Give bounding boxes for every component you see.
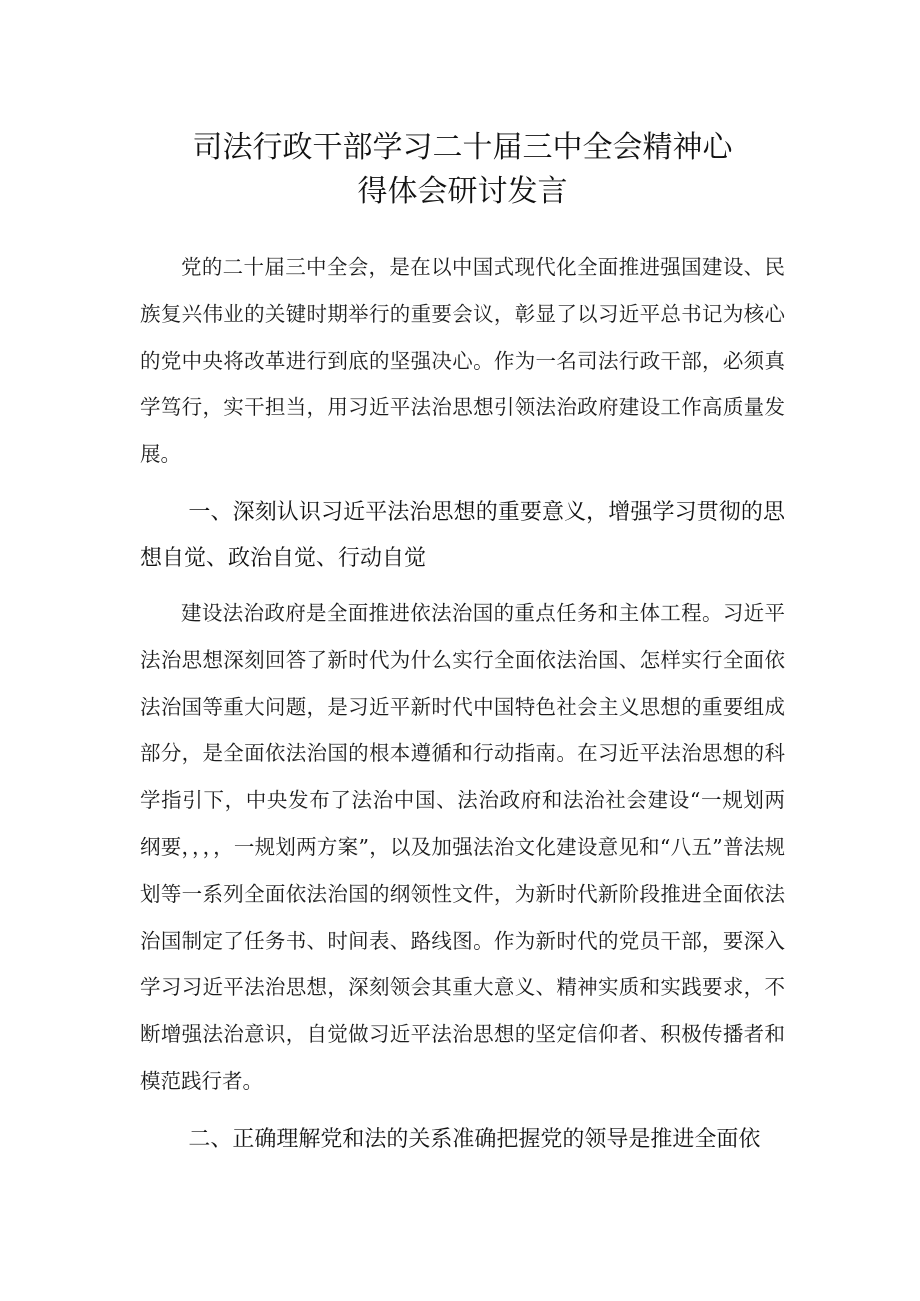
title-line-1: 司法行政干部学习二十届三中全会精神心 [192,130,733,165]
document-page [140,126,785,1163]
title-line-2: 得体会研讨发言 [357,174,568,209]
section-1-paragraph: 建设法治政府是全面推进依法治国的重点任务和主体工程。习近平法治思想深刻回答了新时代为什么实行全面依法治国、怎样实行全面依法治国等重大问题，是习近平新时代中国特色社会主义思想的重要组成部分，是全面依法治国的根本遵循和行动指南。在习近平法治思想的科学指引下，中央发布了法治中国、法治政府和法治社会建设“一规划两纲要，，，，一规划两方案”，以及加强法治文化建设意见和“八五”普法规划等一系列全面依法治国的纲领性文件，为新时代新阶段推进全面依法治国制定了任务书、时间表、路线图。作为新时代的党员干部，要深入学习习近平法治思想，深刻领会其重大意义、精神实质和实践要求，不断增强法治意识，自觉做习近平法治思想的坚定信仰者、积极传播者和模范践行者。 [140,600,785,1093]
section-2-heading: 二、正确理解党和法的关系准确把握党的领导是推进全面依 [188,1126,761,1152]
intro-paragraph: 党的二十届三中全会，是在以中国式现代化全面推进强国建设、民族复兴伟业的关键时期举行的重要会议，彰显了以习近平总书记为核心的党中央将改革进行到底的坚强决心。作为一名司法行政干部，必须真学笃行，实干担当，用习近平法治思想引领法治政府建设工作高质量发展。 [140,255,785,467]
section-1-heading: 一、深刻认识习近平法治思想的重要意义，增强学习贯彻的思想自觉、政治自觉、行动自觉 [140,499,785,571]
document-title [140,126,785,214]
